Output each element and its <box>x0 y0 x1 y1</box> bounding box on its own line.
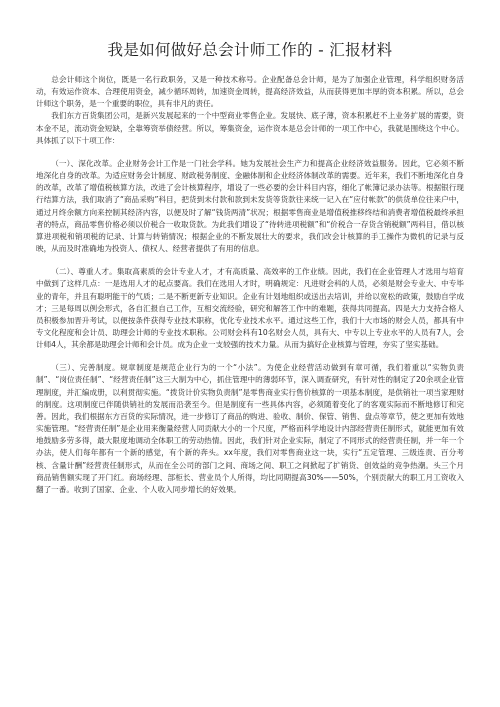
paragraph-gap <box>36 255 464 266</box>
paragraph-gap <box>36 147 464 158</box>
paragraph-intro: 总会计师这个岗位，既是一名行政职务，又是一种技术称号。企业配备总会计师，是为了加强企业管理，科学组织财务活动，有效运作资本、合理使用资金，减少循环周转，加速资金周转，提高经济效益，从而获得更加丰厚的资本积累。所以，总会计师这个职务，是一个重要的职位，具有非凡的责任。 <box>36 75 464 109</box>
paragraph-reform: （一）、深化改革。企业财务会计工作是一门社会学科。她为发展社会生产力和提高企业经济效益服务。因此，它必须不断地深化自身的改革。为适应财务会计制度、财政税务制度、金融体制和企业经济体制改革的需要。近年来，我们不断地深化自身的改革，改革了增值税核算方法，改进了会计核算程序，增设了一些必要的会计科目内容，细化了帐簿记录办法等。根据银行现行结算方法，我们取消了“商品采购”科目，把货到未付款和款到未发货等货款往来统一记入在“应付帐款”的供货单位往来户中，通过月终余额方向来控制其经济内容，以便及时了解“钱货两清”状况；根据零售商业是增值税推移终结和消费者增值税最终承担者的特点，商品零售价格必须以价税合一收取货款。为此我们增设了“待转进项税额”和“价税合一存货含销税额”两科目，借以核算进项税和销项税的记录、计算与转销情况；根据企业的不断发展壮大的要求，我们改会计核算的手工操作为微机的记录与反映，从而及时准确地为投资人、债权人、经营者提供了有用的信息。 <box>36 158 464 254</box>
document-page <box>36 40 464 496</box>
paragraph-talent: （二）、尊重人才。集取高素质的会计专业人才，才有高质量、高效率的工作业绩。因此，我们在企业管理人才选用与培育中做到了这样几点：一是选用人才的起点要高。我们在选用人才时，明确规定：凡进财会科的人员，必须是财会专业大、中专毕业的青年，并且有聪明能干的气质；二是不断更新专业知识。企业有计划地组织或送出去培训，并给以宽松的政策，鼓励自学成才；三是每周以例会形式，各自汇报自己工作，互相交流经验，研究和解答工作中的难题，获得共同提高。四是大力支持合格人员积极参加晋升考试，以便按条件获得专业技术职称，优化专业技术水平。通过这些工作，我们十大市场的财会人员，都具有中专文化程度和会计员、助理会计师的专业技术职称。公司财会科有10名财会人员，具有大、中专以上专业水平的人员有7人，会计师4人，其余都是助理会计师和会计员。成为企业一支较强的技术力量。从而为搞好企业核算与管理，夯实了坚实基础。 <box>36 267 464 350</box>
paragraph-company: 我们东方百货集团公司，是新兴发展起来的一个中型商业零售企业。发展快、底子薄，资本积累赶不上业务扩展的需要，资本金不足，流动资金短缺，全靠筹资举债经营。所以，筹集资金，运作资本是总会计师的一项工作中心，我就是围绕这个中心。具体抓了以下十项工作： <box>36 111 464 145</box>
paragraph-gap <box>36 351 464 362</box>
paragraph-system: （三）、完善制度。规章制度是规范企业行为的一个“小法”。为使企业经营活动做到有章可循，我们着重以“实物负责制”、“岗位责任制”、“经营责任制”这三大制为中心，抓住管理中的薄弱环节，深入调查研究，有针对性的制定了20余项企业管理制度，并汇编成册，以利贯彻实施。“拨货计价实物负责制”是零售商业实行售价核算的一项基本制度，是供销社一项当家理财的制度。这项制度已伴随供销社的发展而沿袭至今。但是制度有一些具体内容，必须随着变化了的客观实际而不断地修订和完善。因此，我们根据东方百货的实际情况，进一步修订了商品的购进、验收、制价、保管、销售、盘点等章节，使之更加有效地实施管理。“经营责任制”是企业用来衡量经营人同贡献大小的一个尺度，严格而科学地设计内部经营责任制形式，就能更加有效地鼓励多劳多得，最大限度地调动全体职工的劳动热情。因此，我们针对企业实际，制定了不同形式的经营责任制，并一年一个办法，使人们每年都有一个新的感觉，有个新的奔头。xx年度，我们对零售商业这一块，实行“五定管理、三级连责、百分考核、含量计酬”经营责任制形式，从而在全公司的部门之间、商场之间、职工之间掀起了扩销货、创效益的竞争热潮。头三个月商品销售额实现了开门红。商场经理、部柜长、营业员个人所得，均比同期提高30%——50%，个别贡献大的职工月工资收入翻了一番。收到了国家、企业、个人收入同步增长的好效果。 <box>36 363 464 494</box>
document-title: 我是如何做好总会计师工作的 - 汇报材料 <box>107 41 393 59</box>
